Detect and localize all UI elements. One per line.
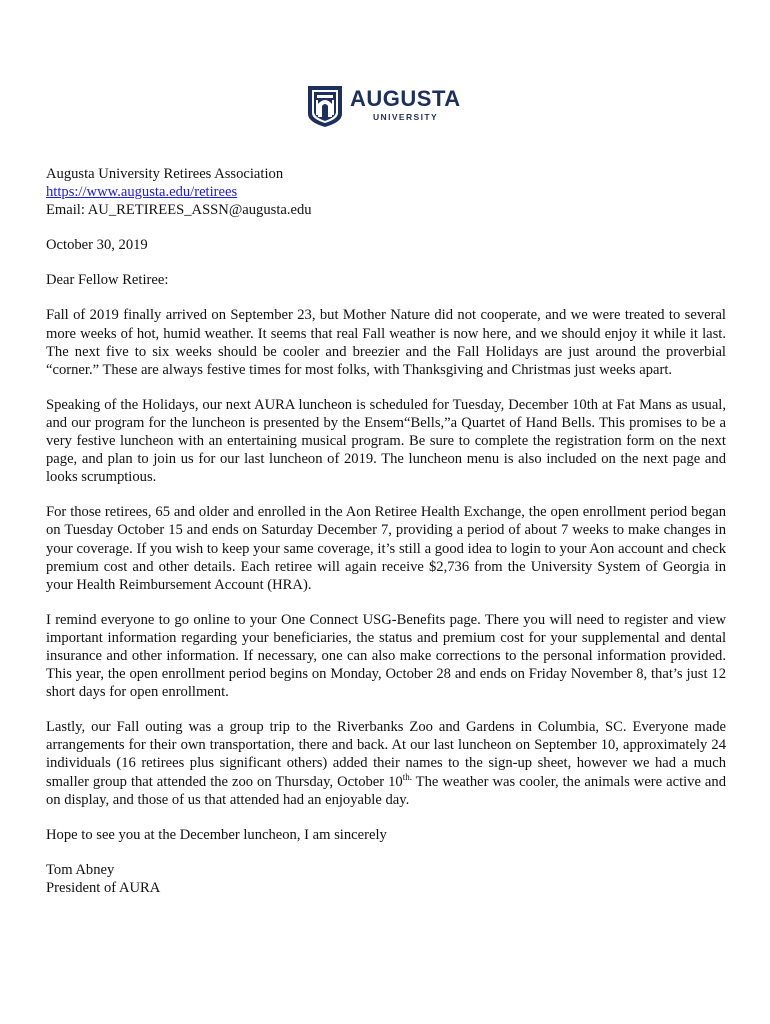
paragraph-open-enrollment: For those retirees, 65 and older and enrolled in the Aon Retiree Health Exchange, the open enrollment period began on Tuesday October 15 and ends on Saturday December 7, providing a period of about 7 weeks to make changes in your coverage. If you wish to keep your same coverage, it’s still a good idea to login to your Aon account and check premium cost and other details. Each retiree will again receive $2,736 from the University System of Georgia in your Health Reimbursement Account (HRA). (46, 504, 726, 593)
augusta-university-logo (306, 84, 466, 130)
logo-wordmark: AUGUSTA (350, 86, 461, 111)
letter-date: October 30, 2019 (46, 237, 148, 254)
org-name: Augusta University Retirees Association (46, 166, 284, 182)
letter-body (46, 165, 726, 914)
salutation: Dear Fellow Retiree: (46, 272, 169, 289)
signer-name: Tom Abney (46, 861, 115, 878)
paragraph-fall-weather: Fall of 2019 finally arrived on September 23, but Mother Nature did not cooperate, and we were treated to several more weeks of hot, humid weather. It seems that real Fall weather is now here, and we should enjoy it while it last. The next five to six weeks should be cooler and breezier and the Fall Holidays are just around the proverbial “corner.” These are always festive times for most folks, with Thanksgiving and Christmas just weeks apart. (46, 307, 726, 378)
signature-block (46, 861, 726, 897)
zoo-outing-text-end: The weather was cooler, the animals were active and on display, and those of us that attended had an enjoyable day. (46, 773, 726, 808)
letterhead-block (46, 165, 726, 219)
zoo-outing-text-start: Lastly, our Fall outing was a group trip to the Riverbanks Zoo and Gardens in Columbia, SC. Everyone made arrangements for their own transportation, there and back. At our last luncheon on September 10, approximately 24 individuals (16 retirees plus significant others) added their names to the sign-up sheet, however we had a much smaller group that attended the zoo on Thursday, October 10 (46, 719, 726, 790)
paragraph-zoo-outing (46, 718, 726, 808)
shield-emblem-icon (306, 84, 344, 128)
email-line: Email: AU_RETIREES_ASSN@augusta.edu (46, 202, 312, 219)
logo-subwordmark: UNIVERSITY (373, 112, 439, 122)
retirees-website-link[interactable]: https://www.augusta.edu/retirees (46, 184, 238, 201)
signer-title: President of AURA (46, 879, 161, 896)
ordinal-superscript: th. (402, 771, 412, 782)
paragraph-luncheon: Speaking of the Holidays, our next AURA luncheon is scheduled for Tuesday, December 10th at Fat Mans as usual, and our program for the luncheon is presented by the Ensem“Bells,”a Quartet of Hand Bells. This promises to be a very festive luncheon with an entertaining musical program. Be sure to complete the registration form on the next page, and plan to join us for our last luncheon of 2019. The luncheon menu is also included on the next page and looks scrumptious. (46, 396, 726, 486)
paragraph-usg-benefits: I remind everyone to go online to your One Connect USG-Benefits page. There you will need to register and view important information regarding your beneficiaries, the status and premium cost for your supplemental and dental insurance and other information. If necessary, one can also make corrections to the personal information provided. This year, the open enrollment period begins on Monday, October 28 and ends on Friday November 8, that’s just 12 short days for open enrollment. (46, 611, 726, 701)
closing-line: Hope to see you at the December luncheon, I am sincerely (46, 826, 387, 843)
